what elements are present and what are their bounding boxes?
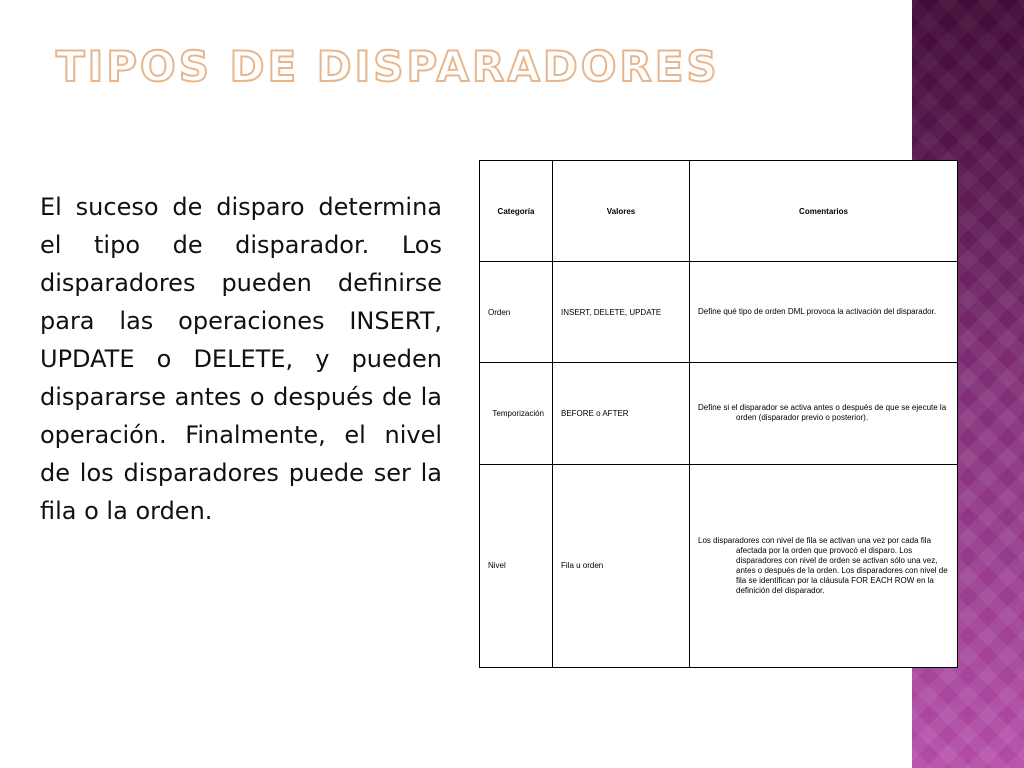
trigger-types-table bbox=[479, 160, 958, 668]
table-cell-comment bbox=[690, 464, 958, 667]
slide-title: TIPOS DE DISPARADORES bbox=[56, 42, 720, 91]
table-cell-values: INSERT, DELETE, UPDATE bbox=[553, 262, 690, 363]
table-cell-category: Orden bbox=[480, 262, 553, 363]
comment-text: Define qué tipo de orden DML provoca la activación del disparador. bbox=[698, 307, 937, 317]
comment-text: Los disparadores con nivel de fila se activan una vez por cada fila afectada por la orden que provocó el disparo. Los disparadores con nivel de orden se activan sólo una vez, antes o después de la orden. Los disparadores con nivel de fila se identifican por la cláusula FOR EACH ROW en la definición del disparador. bbox=[698, 535, 948, 595]
table-cell-comment bbox=[690, 363, 958, 464]
table-cell-category: Nivel bbox=[480, 464, 553, 667]
table-row-nivel bbox=[480, 464, 958, 667]
slide-body-text: El suceso de disparo determina el tipo de disparador. Los disparadores pueden definirse para las operaciones INSERT, UPDATE o DELETE, y pueden dispararse antes o después de la operación. Finalmente, el nivel de los disparadores puede ser la fila o la orden. bbox=[40, 193, 442, 525]
header-comentarios: Comentarios bbox=[690, 161, 958, 262]
table-cell-comment bbox=[690, 262, 958, 363]
header-categoria: Categoría bbox=[480, 161, 553, 262]
comment-text: Define si el disparador se activa antes o después de que se ejecute la orden (disparador previo o posterior). bbox=[698, 403, 947, 423]
table-header-row bbox=[480, 161, 958, 262]
header-valores: Valores bbox=[553, 161, 690, 262]
table-row-orden bbox=[480, 262, 958, 363]
table-cell-values: BEFORE o AFTER bbox=[553, 363, 690, 464]
table-cell-values: Fila u orden bbox=[553, 464, 690, 667]
table-row-temporizacion bbox=[480, 363, 958, 464]
table-cell-category: Temporización bbox=[480, 363, 553, 464]
